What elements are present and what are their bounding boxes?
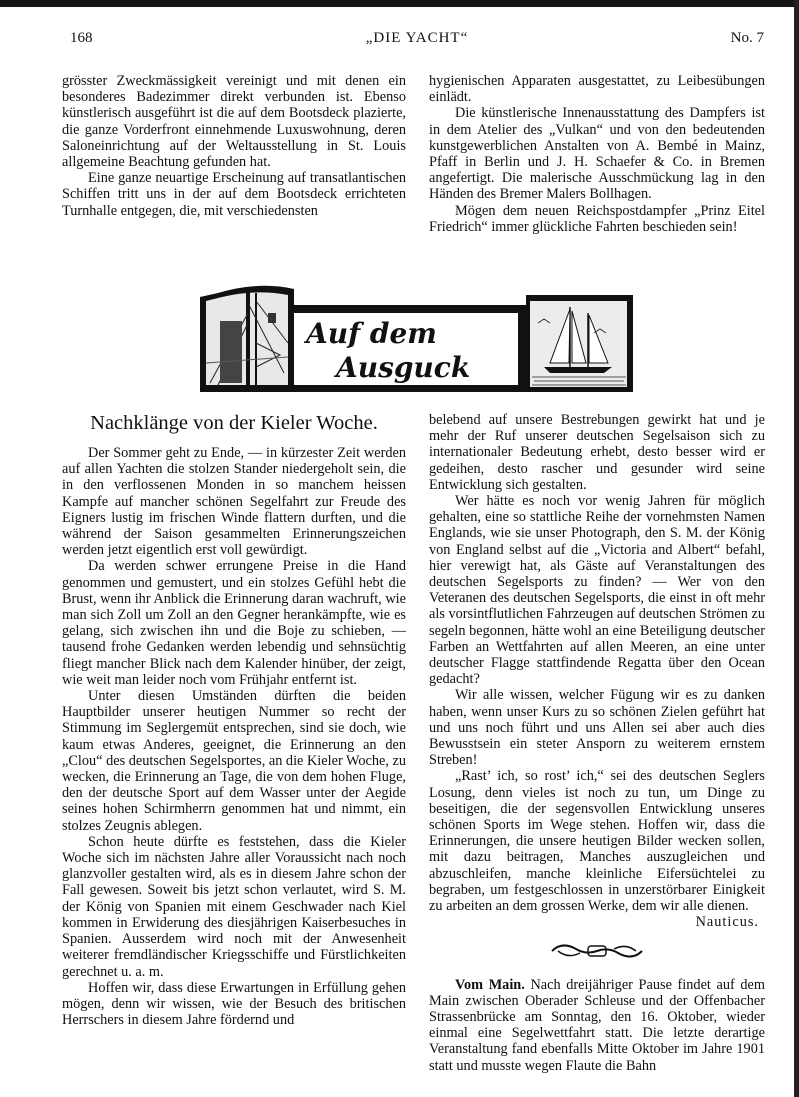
paragraph: Eine ganze neuartige Erscheinung auf transatlantischen Schiffen tritt uns in der auf dem Bootsdeck errichteten Turnhalle entgegen, die, mit verschiedensten (62, 170, 406, 219)
paragraph: „Rast’ ich, so rost’ ich,“ sei des deutschen Seglers Losung, denn vieles ist noch zu tun, um Dinge zu beseitigen, die der segensvollen Entwicklung unseres schönen Sports im Wege stehen. Hoffen wir, dass die Erinnerungen, die unsere heutigen Bilder wecken sollen, mit dazu beitragen, Manches auszugleichen und abzuschleifen, manche kleinliche Eifersüchtelei zu begraben, um festgeschlossen in unzerstörbarer Einigkeit zu arbeiten an dem grossen Werke, dem wir alle dienen. (429, 768, 765, 915)
banner-title-line1: Auf dem (306, 317, 437, 350)
paragraph: Da werden schwer errungene Preise in die Hand genommen und gemustert, und ein stolzes Gefühl hebt die Brust, wenn ihr Anblick die Erinnerung daran wachruft, wie man sich Zoll um Zoll an den Gegner herankämpfte, wie es gelang, sich zwischen ihn und die Boje zu schieben, — tausend frohe Gedanken werden lebendig und sehnsüchtig fliegt mancher Blick nach dem Kalender hinüber, der zeigt, wie weit man leider noch vom Frühjahr entfernt ist. (62, 558, 406, 688)
paragraph: Wir alle wissen, welcher Fügung wir es zu danken haben, wenn unser Kurs zu so schönen Zielen geführt hat und uns noch führt und uns Allen sei aber auch dies Bewusstsein ein steter Ansporn zu weiterem ernstem Streben! (429, 687, 765, 769)
paragraph: grösster Zweckmässigkeit vereinigt und mit denen ein besonderes Badezimmer direkt verbunden ist. Ebenso künstlerisch ausgeführt ist die auf dem Bootsdeck plazierte, die ganze Vorderfront einnehmende Luxuswohnung, deren Saloneinrichtung auf der Weltausstellung in St. Louis allgemeine Beachtung gefunden hat. (62, 73, 406, 171)
article-left-column (62, 445, 406, 1028)
paragraph: Der Sommer geht zu Ende, — in kürzester Zeit werden auf allen Yachten die stolzen Stander niedergeholt sein, die in den verflossenen Monden in so manchem heissen Kampfe auf mancher schönen Segelfahrt zur Freude des Eigners lustig im frischen Winde flattern durften, und die während der Saison gesammelten Erinnerungszeichen werden jetzt eigentlich erst voll gewürdigt. (62, 445, 406, 559)
top-right-column (429, 73, 765, 235)
paragraph: belebend auf unsere Bestrebungen gewirkt hat und je mehr der Ruf unserer deutschen Segelsaison sich zu internationaler Bedeutung erhebt, desto besser wird er gedeihen, desto rascher und gesunder wird seine Entwicklung sich gestalten. (429, 412, 765, 493)
paragraph: Schon heute dürfte es feststehen, dass die Kieler Woche sich im nächsten Jahre aller Voraussicht nach noch glanzvoller gestalten wird, als es in diesem Jahre schon der Fall gewesen. Soweit bis jetzt schon verlautet, wird S. M. der König von Spanien mit einem Geschwader nach Kiel kommen in Erwiderung des diesjährigen Kaiserbesuches in Spanien. Ausserdem wird noch mit der Anwesenheit weiterer fremdländischer Kriegsschiffe und Fürstlichkeiten gerechnet u. a. m. (62, 833, 406, 980)
issue-number: No. 7 (730, 30, 764, 46)
page-number: 168 (70, 30, 93, 46)
news-text: Nach dreijähriger Pause findet auf dem Main zwischen Oberader Schleuse und der Offenbacher Strassenbrücke am Sonntag, den 16. Oktober, wieder einmal eine Segelwettfahrt statt. Die letzte derartige Veranstaltung fand ebenfalls Mitte Oktober im Jahre 1901 statt und musste wegen Flaute die Bahn (429, 976, 765, 1074)
section-banner-auf-dem-ausguck (198, 283, 635, 394)
paragraph: Die künstlerische Innenausstattung des Dampfers ist in dem Atelier des „Vulkan“ und von den bedeutenden kunstgewerblichen Anstalten von A. Bembé in Mainz, Pfaff in Berlin und J. H. Schaefer & Co. in Bremen angefertigt. Die malerische Ausschmückung lag in den Händen des Bremer Malers Bollhagen. (429, 105, 765, 203)
paragraph: Unter diesen Umständen dürften die beiden Hauptbilder unserer heutigen Nummer so recht der Stimmung im Seglergemüt entsprechen, sind sie doch, wie kaum etwas Anderes, geeignet, die Erinnerung an den „Clou“ des deutschen Segelsportes, an die Kieler Woche, zu wecken, die Erinnerung an Tage, die von dem hohen Fluge, den der deutsche Sport auf dem Wasser unter der Aegide seines hohen Schirmherrn genommen hat und nimmt, ein stolzes Zeugnis ablegen. (62, 688, 406, 834)
paragraph: Mögen dem neuen Reichspostdampfer „Prinz Eitel Friedrich“ immer glückliche Fahrten beschieden sein! (429, 202, 765, 235)
news-item-vom-main (429, 977, 765, 1074)
article-right-column (429, 412, 765, 1074)
page-right-edge (794, 0, 799, 1097)
journal-title: „DIE YACHT“ (365, 30, 469, 46)
page-top-edge (0, 0, 799, 7)
paragraph: Hoffen wir, dass diese Erwartungen in Erfüllung gehen mögen, denn wir wissen, wie der Besuch des britischen Herrschers in diesem Jahre fördernd und (62, 979, 406, 1029)
author-signature: Nauticus. (695, 914, 759, 931)
article-title: Nachklänge von der Kieler Woche. (90, 412, 378, 434)
top-left-column (62, 73, 406, 219)
paragraph: Wer hätte es noch vor wenig Jahren für möglich gehalten, eine so stattliche Reihe der vornehmsten Namen Englands, wie sie unser Photograph, den S. M. der König von England selbst auf die „Victoria and Albert“ befahl, hier verewigt hat, als Gäste auf Veranstaltungen des deutschen Segelsports zu finden? — Wer von den Veteranen des deutschen Segelsports, die einst in oft mehr als vorsintflutlichen Fahrzeugen auf deutschen Strömen zu segeln begonnen, hätte wohl an eine Beteiligung deutscher Farben an Wettfahrten auf allen Meeren, an eine unter deutscher Flagge stattfindende Regatta über den Ocean gedacht? (429, 493, 765, 688)
banner-title-line2: Ausguck (336, 351, 471, 384)
news-lead: Vom Main. (455, 976, 525, 993)
ornament-icon (548, 941, 646, 961)
page-header (70, 30, 764, 54)
paragraph: hygienischen Apparaten ausgestattet, zu Leibesübungen einlädt. (429, 73, 765, 106)
